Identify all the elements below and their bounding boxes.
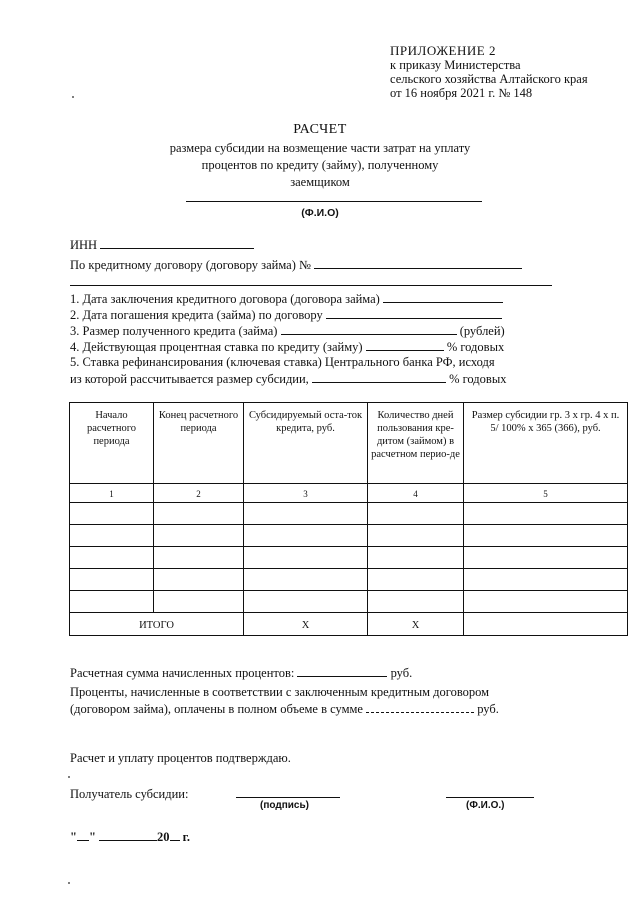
item-4-row: [70, 338, 504, 355]
date-month-field[interactable]: [99, 828, 157, 841]
inn-label: ИНН: [70, 238, 98, 252]
column-number: 1: [70, 484, 154, 503]
calculation-table: [69, 402, 628, 636]
table-cell[interactable]: [154, 525, 244, 547]
contract-label: По кредитному договору (договору займа) №: [70, 258, 311, 272]
paid-unit: руб.: [477, 702, 499, 716]
paid-label: (договором займа), оплачены в полном объеме в сумме: [70, 702, 363, 716]
fio-caption: (Ф.И.О): [301, 207, 339, 219]
date-day-field[interactable]: [77, 828, 89, 841]
inn-field[interactable]: [100, 236, 254, 249]
appendix-line-2: сельского хозяйства Алтайского края: [390, 72, 588, 86]
appendix-line-3: от 16 ноября 2021 г. № 148: [390, 86, 533, 100]
appendix-title: ПРИЛОЖЕНИЕ 2: [390, 43, 496, 58]
date-row: [70, 828, 190, 845]
table-cell[interactable]: [70, 569, 154, 591]
total-label: ИТОГО: [70, 613, 244, 636]
appendix-line-1: к приказу Министерства: [390, 58, 521, 72]
scan-speck: [72, 96, 74, 98]
table-cell[interactable]: [464, 547, 628, 569]
fio-blank-line[interactable]: [186, 200, 482, 202]
subtitle-line-1: размера субсидии на возмещение части затрат на уплату: [169, 141, 471, 155]
column-header: Размер субсидии гр. 3 х гр. 4 х п. 5/ 100% х 365 (366), руб.: [464, 403, 628, 484]
table-cell[interactable]: [154, 547, 244, 569]
confirmation-text: Расчет и уплату процентов подтверждаю.: [70, 751, 291, 765]
item-1-row: [70, 290, 503, 307]
table-cell[interactable]: [368, 503, 464, 525]
table-cell[interactable]: [70, 525, 154, 547]
column-header: Количество дней пользования кре-дитом (займом) в расчетном перио-де: [368, 403, 464, 484]
table-cell[interactable]: [368, 525, 464, 547]
paid-amount-field[interactable]: [366, 700, 474, 713]
table-cell[interactable]: [244, 591, 368, 613]
subtitle-line-2: процентов по кредиту (займу), полученному: [201, 158, 439, 172]
total-subsidy-cell[interactable]: [464, 613, 628, 636]
table-cell[interactable]: [464, 591, 628, 613]
refinancing-rate-field[interactable]: [312, 370, 446, 383]
table-cell[interactable]: [464, 525, 628, 547]
contract-number-field[interactable]: [314, 256, 522, 269]
signature-caption: (подпись): [260, 800, 309, 811]
table-row: [70, 569, 628, 591]
table-cell[interactable]: [70, 591, 154, 613]
item-3-label: 3. Размер полученного кредита (займа): [70, 324, 278, 338]
recipient-fio-line[interactable]: [446, 796, 534, 798]
interest-rate-field[interactable]: [366, 338, 444, 351]
paid-line-1: Проценты, начисленные в соответствии с заключенным кредитным договором: [70, 685, 490, 699]
appendix-block: [390, 44, 588, 100]
inn-row: [70, 236, 254, 253]
table-row: [70, 525, 628, 547]
item-2-label: 2. Дата погашения кредита (займа) по договору: [70, 308, 323, 322]
table-cell[interactable]: [368, 569, 464, 591]
table-row: [70, 547, 628, 569]
date-suffix: г.: [182, 830, 191, 844]
item-5b-row: [70, 370, 506, 387]
loan-amount-field[interactable]: [281, 322, 457, 335]
contract-date-field[interactable]: [383, 290, 503, 303]
sum-field[interactable]: [297, 664, 387, 677]
column-header: Субсидируемый оста-ток кредита, руб.: [244, 403, 368, 484]
date-year-prefix: 20: [157, 830, 170, 844]
sum-unit: руб.: [390, 666, 413, 680]
item-5b-label: из которой рассчитывается размер субсидии,: [70, 372, 309, 386]
item-4-unit: % годовых: [446, 340, 505, 354]
paid-row: [70, 700, 499, 717]
contract-extra-line[interactable]: [70, 284, 552, 286]
repayment-date-field[interactable]: [326, 306, 502, 319]
total-row: [70, 613, 628, 636]
total-col-3-mark: Х: [244, 613, 368, 636]
document-subtitle: [0, 140, 640, 191]
item-5-label: 5. Ставка рефинансирования (ключевая ставка) Центрального банка РФ, исходя: [70, 355, 495, 369]
item-2-row: [70, 306, 502, 323]
table-cell[interactable]: [244, 547, 368, 569]
table-cell[interactable]: [244, 503, 368, 525]
table-cell[interactable]: [154, 503, 244, 525]
column-header: Конец расчетного периода: [154, 403, 244, 484]
sum-row: [70, 664, 412, 681]
column-number: 3: [244, 484, 368, 503]
table-cell[interactable]: [464, 569, 628, 591]
table-cell[interactable]: [368, 547, 464, 569]
table-cell[interactable]: [368, 591, 464, 613]
table-cell[interactable]: [464, 503, 628, 525]
table-cell[interactable]: [70, 503, 154, 525]
date-close-quote: ": [88, 830, 96, 844]
table-cell[interactable]: [244, 525, 368, 547]
item-3-row: [70, 322, 505, 339]
document-title: РАСЧЕТ: [293, 122, 347, 137]
table-row: [70, 591, 628, 613]
table-cell[interactable]: [154, 591, 244, 613]
column-number: 2: [154, 484, 244, 503]
item-4-label: 4. Действующая процентная ставка по кредиту (займу): [70, 340, 363, 354]
contract-row: [70, 256, 522, 273]
table-header-row: [70, 403, 628, 484]
recipient-fio-caption: (Ф.И.О.): [466, 800, 505, 811]
subtitle-line-3: заемщиком: [290, 175, 350, 189]
date-open-quote: ": [70, 830, 77, 844]
table-cell[interactable]: [154, 569, 244, 591]
item-3-unit: (рублей): [459, 324, 505, 338]
scan-speck: [68, 882, 70, 884]
column-number: 4: [368, 484, 464, 503]
recipient-label: Получатель субсидии:: [70, 787, 189, 801]
table-cell[interactable]: [244, 569, 368, 591]
column-header: Начало расчетного периода: [70, 403, 154, 484]
table-row: [70, 503, 628, 525]
table-cell[interactable]: [70, 547, 154, 569]
scan-speck: [68, 776, 70, 778]
item-5-unit: % годовых: [449, 372, 507, 386]
total-col-4-mark: Х: [368, 613, 464, 636]
sum-label: Расчетная сумма начисленных процентов:: [70, 666, 295, 680]
date-year-field[interactable]: [170, 828, 180, 841]
signature-line[interactable]: [236, 796, 340, 798]
item-1-label: 1. Дата заключения кредитного договора (договора займа): [70, 292, 380, 306]
column-number: 5: [464, 484, 628, 503]
column-number-row: [70, 484, 628, 503]
